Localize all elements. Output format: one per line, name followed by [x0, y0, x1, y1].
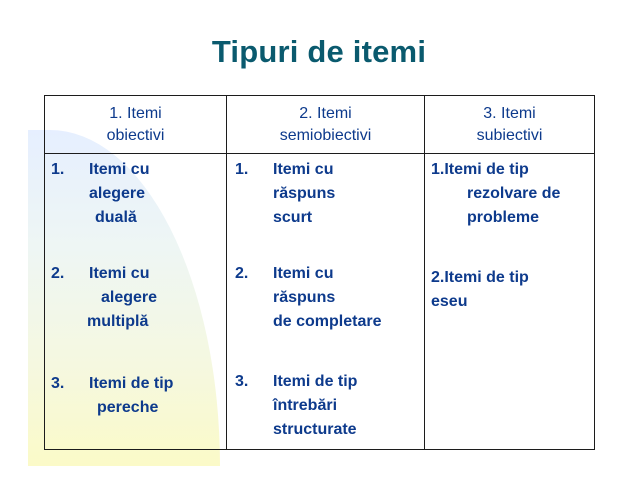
table-header-row [45, 96, 595, 154]
list-item: 1. Itemi cu alegere duală [51, 161, 150, 226]
header-objective: 1. Itemi obiectivi [45, 96, 227, 154]
list-item: 1.Itemi de tip rezolvare de probleme [431, 161, 561, 226]
subjective-items-cell [425, 154, 595, 450]
list-item: 2. Itemi cu răspuns de completare [235, 265, 382, 330]
page-title: Tipuri de itemi [211, 34, 427, 69]
objective-items-cell [45, 154, 227, 450]
header-semiobjective: 2. Itemi semiobiectivi [227, 96, 425, 154]
semiobjective-items-cell [227, 154, 425, 450]
list-item: 2. Itemi cu alegere multiplă [51, 265, 158, 330]
list-item: 1. Itemi cu răspuns scurt [235, 161, 336, 226]
list-item: 3. Itemi de tip pereche [51, 375, 174, 416]
table-body-row [45, 154, 595, 450]
item-types-table [44, 95, 595, 450]
list-item: 2.Itemi de tip eseu [431, 269, 529, 310]
header-subjective: 3. Itemi subiectivi [425, 96, 595, 154]
list-item: 3. Itemi de tip întrebări structurate [235, 373, 358, 438]
